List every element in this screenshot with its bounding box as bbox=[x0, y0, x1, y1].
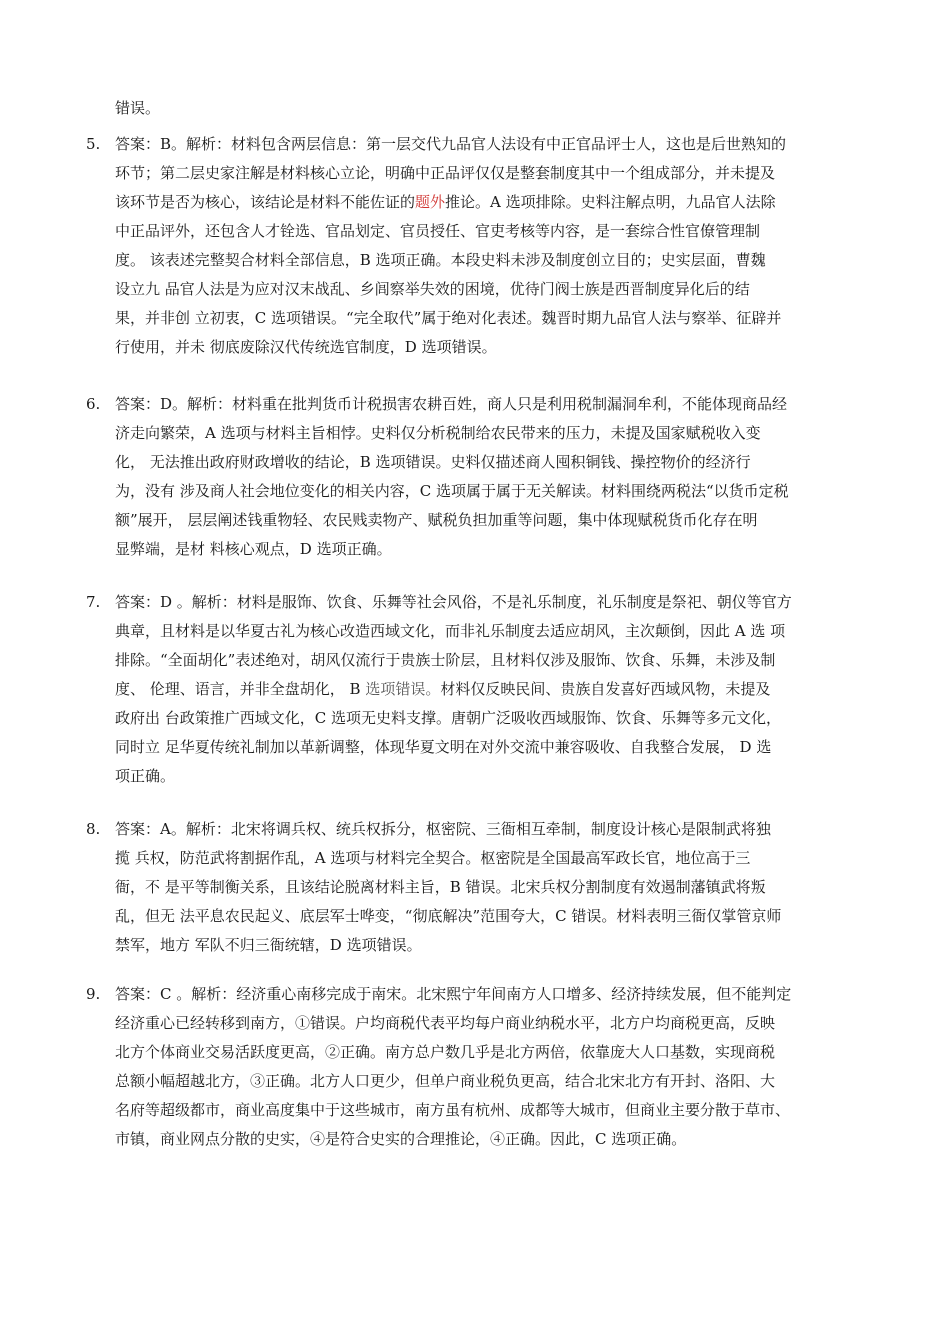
item-body bbox=[115, 588, 866, 791]
item-body bbox=[115, 980, 866, 1154]
item-number: 7. bbox=[86, 593, 101, 611]
text-line: 答案：D。解析：材料重在批判货币计税损害农耕百姓，商人只是利用税制漏洞牟利，不能体现商品经 bbox=[115, 395, 788, 413]
item-number: 9. bbox=[86, 985, 101, 1003]
text-line: 中正品评外，还包含人才铨选、官品划定、官员授任、官吏考核等内容，是一套综合性官僚管理制 bbox=[115, 222, 761, 240]
item-body bbox=[115, 390, 866, 564]
gray-text: 选项错误。 bbox=[365, 680, 441, 698]
continuation-text: 错误。 bbox=[115, 99, 161, 117]
text-line: 项正确。 bbox=[115, 767, 176, 785]
text-line: 果，并非创 立初衷，C 选项错误。“完全取代”属于绝对化表述。魏晋时期九品官人法与察举、征辟并 bbox=[115, 309, 782, 327]
text-line: 为，没有 涉及商人社会地位变化的相关内容，C 选项属于属于无关解读。材料围绕两税法“以货币定税 bbox=[115, 482, 789, 500]
item-body bbox=[115, 130, 866, 362]
text-line: 济走向繁荣，A 选项与材料主旨相悖。史料仅分析税制给农民带来的压力，未提及国家赋税收入变 bbox=[115, 424, 761, 442]
text-line: 政府出 台政策推广西域文化，C 选项无史料支撑。唐朝广泛吸收西域服饰、饮食、乐舞等多元文化， bbox=[115, 709, 782, 727]
text-line: 乱，但无 法平息农民起义、底层军士哗变，“彻底解决”范围夸大，C 错误。材料表明三衙仅掌管京师 bbox=[115, 907, 782, 925]
text-line: 揽 兵权，防范武将割据作乱，A 选项与材料完全契合。枢密院是全国最高军政长官，地位高于三 bbox=[115, 849, 751, 867]
text-line: 化， 无法推出政府财政增收的结论，B 选项错误。史料仅描述商人囤积铜钱、操控物价的经济行 bbox=[115, 453, 751, 471]
text-line: 答案：C 。解析：经济重心南移完成于南宋。北宋熙宁年间南方人口增多、经济持续发展，但不能判定 bbox=[115, 985, 792, 1003]
text-line: 市镇，商业网点分散的史实，④是符合史实的合理推论，④正确。因此，C 选项正确。 bbox=[115, 1130, 687, 1148]
text-line: 环节；第二层史家注解是材料核心立论，明确中正品评仅仅是整套制度其中一个组成部分，并未提及 bbox=[115, 164, 776, 182]
text-line: 典章，且材料是以华夏古礼为核心改造西域文化，而非礼乐制度去适应胡风，主次颠倒，因此 A 选 项 bbox=[115, 622, 786, 640]
item-body bbox=[115, 815, 866, 960]
text-line: 显弊端，是材 料核心观点，D 选项正确。 bbox=[115, 540, 392, 558]
text-line: 名府等超级都市，商业高度集中于这些城市，南方虽有杭州、成都等大城市，但商业主要分散于草市、 bbox=[115, 1101, 791, 1119]
text-line: 额”展开， 层层阐述钱重物轻、农民贱卖物产、赋税负担加重等问题，集中体现赋税货币化存在明 bbox=[115, 511, 758, 529]
item-number: 5. bbox=[86, 135, 101, 153]
text-line: 该环节是否为核心，该结论是材料不能佐证的题外推论。A 选项排除。史料注解点明，九品官人法除 bbox=[115, 193, 776, 211]
text-line: 同时立 足华夏传统礼制加以革新调整，体现华夏文明在对外交流中兼容吸收、自我整合发展， D 选 bbox=[115, 738, 772, 756]
text-line: 禁军，地方 军队不归三衙统辖，D 选项错误。 bbox=[115, 936, 422, 954]
item-number: 8. bbox=[86, 820, 101, 838]
text-line: 度。 该表述完整契合材料全部信息，B 选项正确。本段史料未涉及制度创立目的；史实层面，曹魏 bbox=[115, 251, 766, 269]
highlighted-text: 题外 bbox=[415, 193, 446, 211]
text-line: 总额小幅超越北方，③正确。北方人口更少，但单户商业税负更高，结合北宋北方有开封、洛阳、大 bbox=[115, 1072, 776, 1090]
text-line: 排除。“全面胡化”表述绝对，胡风仅流行于贵族士阶层，且材料仅涉及服饰、饮食、乐舞，未涉及制 bbox=[115, 651, 776, 669]
text-line: 行使用，并未 彻底废除汉代传统选官制度，D 选项错误。 bbox=[115, 338, 497, 356]
text-line: 衙，不 是平等制衡关系，且该结论脱离材料主旨，B 错误。北宋兵权分割制度有效遏制藩镇武将叛 bbox=[115, 878, 766, 896]
text-line: 北方个体商业交易活跃度更高，②正确。南方总户数几乎是北方两倍，依靠庞大人口基数，实现商税 bbox=[115, 1043, 776, 1061]
text-line: 设立九 品官人法是为应对汉末战乱、乡闾察举失效的困境，优待门阀士族是西晋制度异化后的结 bbox=[115, 280, 750, 298]
item-number: 6. bbox=[86, 395, 101, 413]
text-line: 答案：D 。解析：材料是服饰、饮食、乐舞等社会风俗，不是礼乐制度，礼乐制度是祭祀、朝仪等官方 bbox=[115, 593, 792, 611]
text-line: 答案：A。解析：北宋将调兵权、统兵权拆分，枢密院、三衙相互牵制，制度设计核心是限制武将独 bbox=[115, 820, 771, 838]
text-line: 经济重心已经转移到南方，①错误。户均商税代表平均每户商业纳税水平，北方户均商税更高，反映 bbox=[115, 1014, 776, 1032]
text-line: 度、 伦理、语言，并非全盘胡化， B 选项错误。材料仅反映民间、贵族自发喜好西域风物，未提及 bbox=[115, 680, 771, 698]
text-line: 答案：B。解析：材料包含两层信息：第一层交代九品官人法设有中正官品评士人，这也是后世熟知的 bbox=[115, 135, 787, 153]
